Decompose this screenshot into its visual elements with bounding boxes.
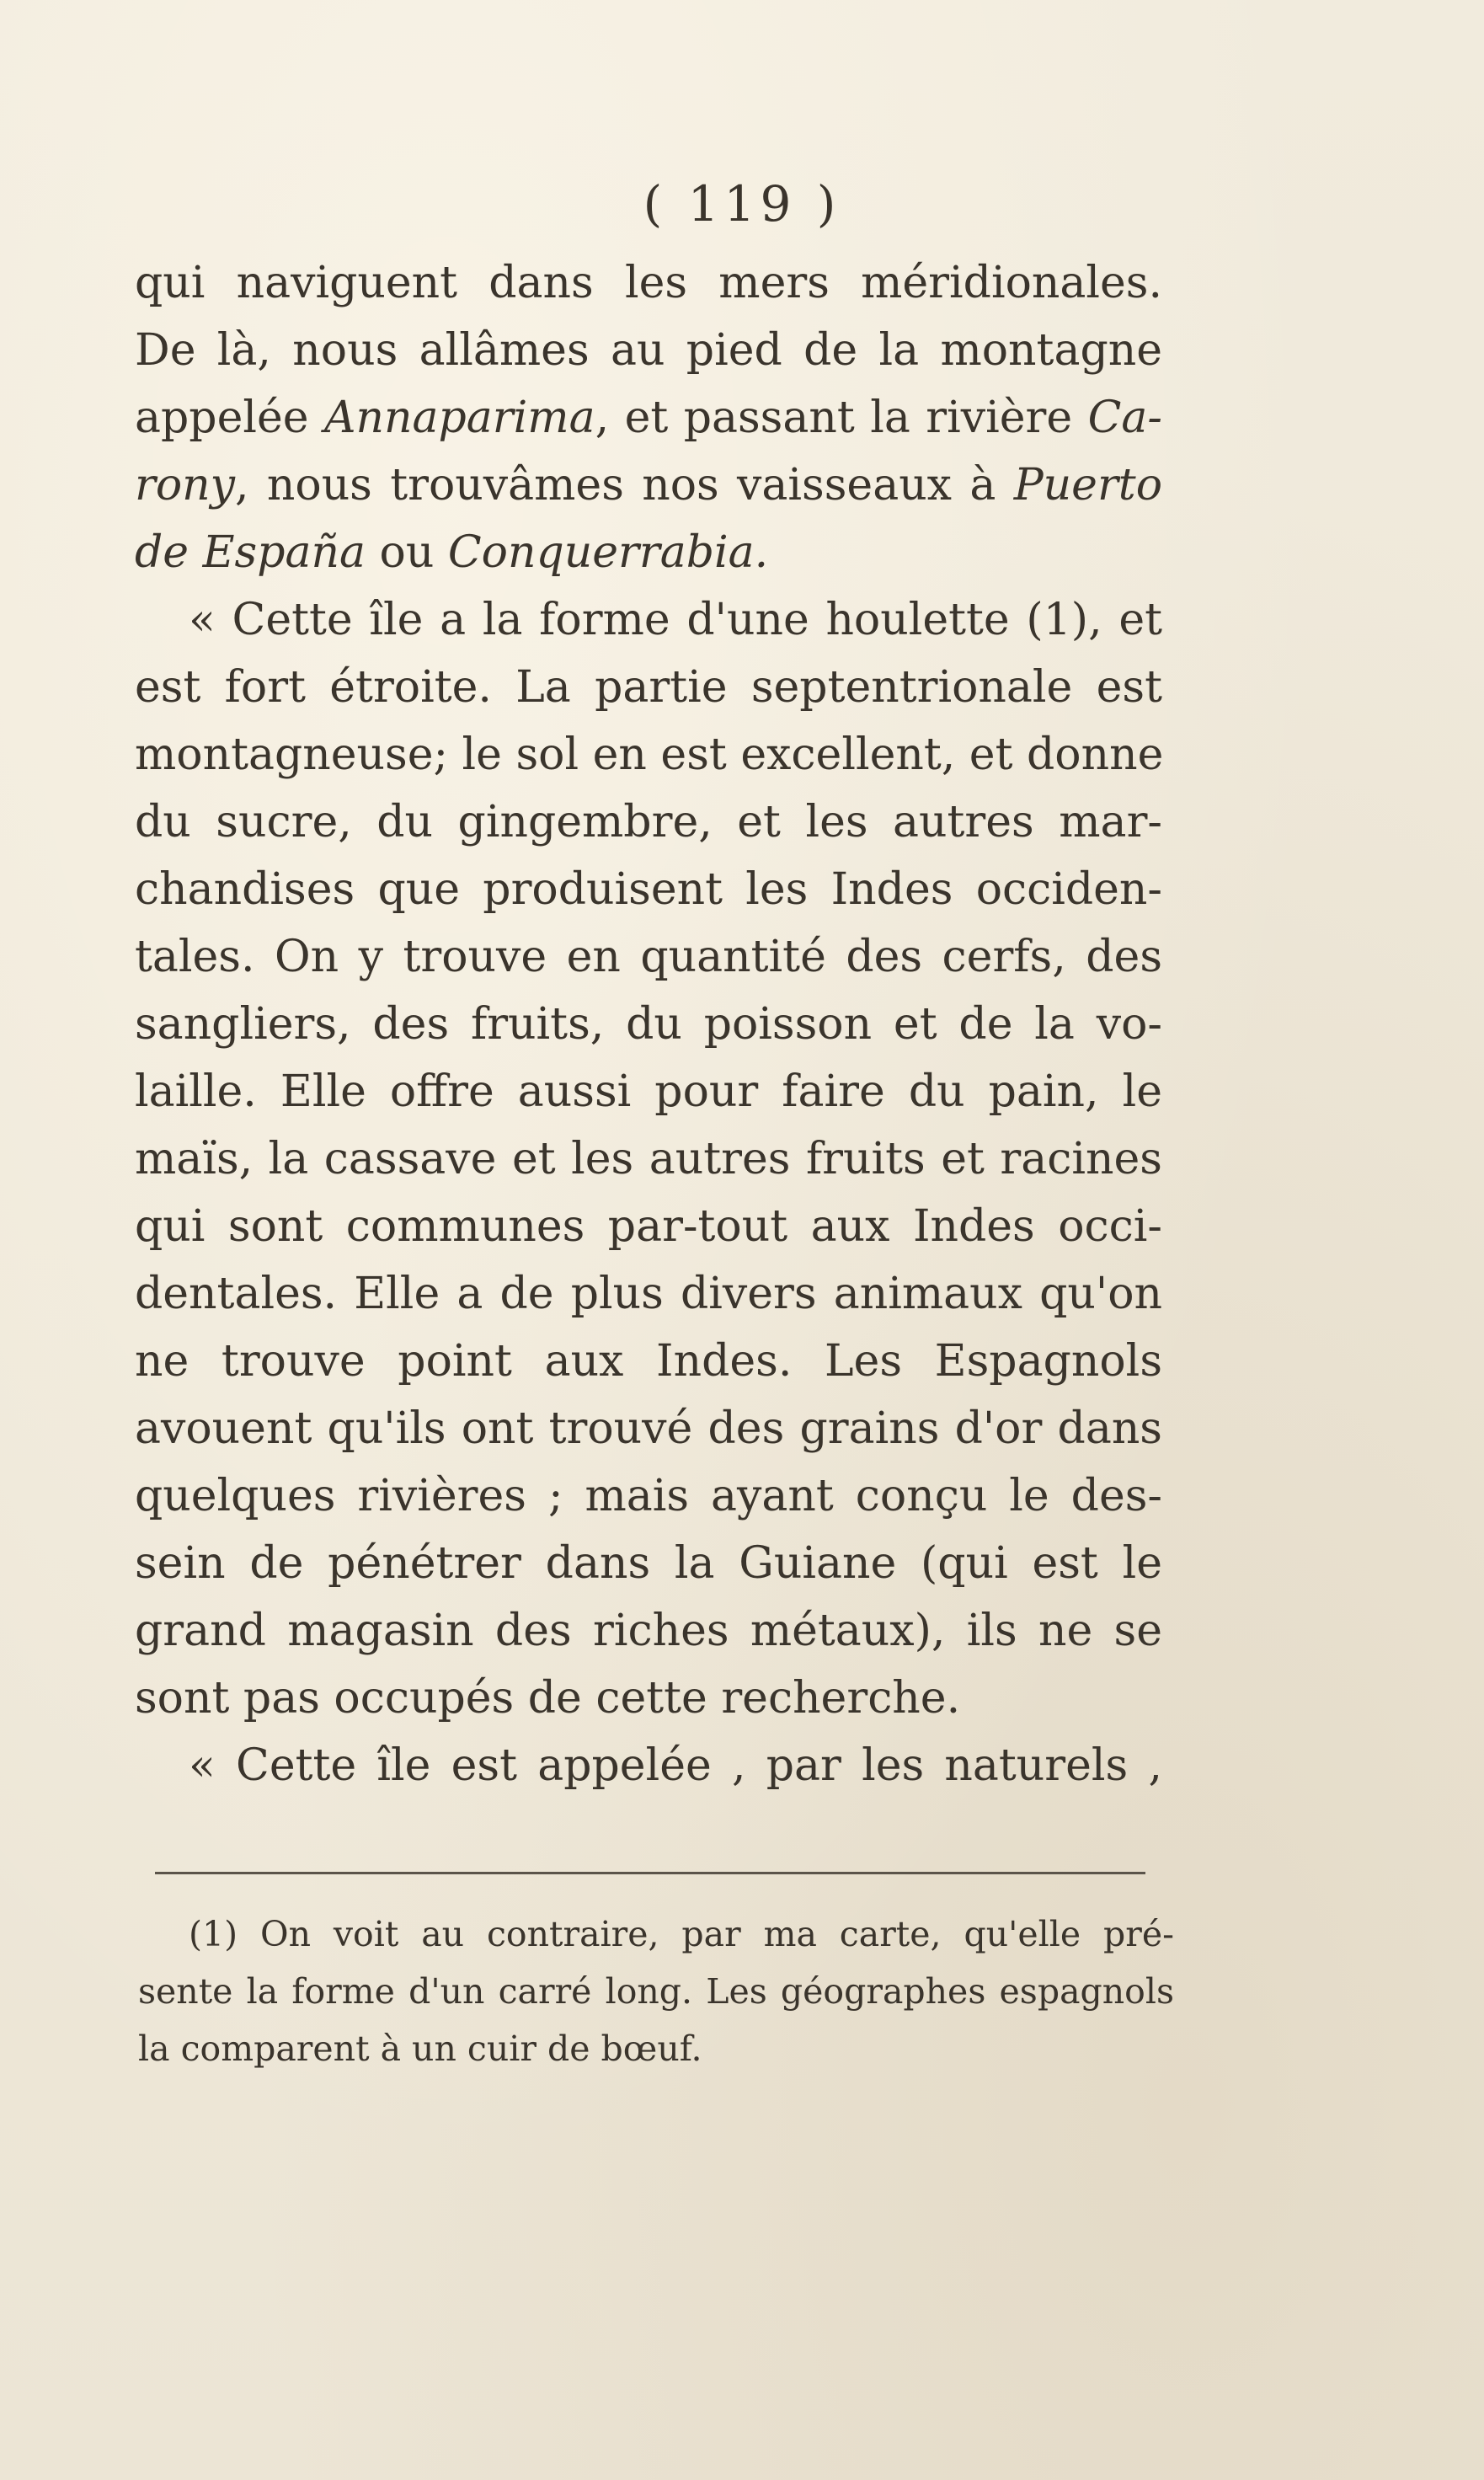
italic-term: Conquerrabia. bbox=[447, 527, 769, 578]
main-text bbox=[135, 249, 1162, 1799]
footnote-line: sente la forme d'un carré long. Les géographes espagnols bbox=[138, 1971, 1174, 2012]
text-line: sont pas occupés de cette recherche. bbox=[135, 1673, 961, 1724]
italic-term: Puerto bbox=[1013, 460, 1162, 510]
text-line: laille. Elle offre aussi pour faire du pain, le bbox=[135, 1066, 1162, 1117]
footnote-line: la comparent à un cuir de bœuf. bbox=[138, 2028, 702, 2069]
italic-term: rony bbox=[135, 460, 236, 510]
text-line: grand magasin des riches métaux), ils ne se bbox=[135, 1606, 1162, 1656]
paragraph-start-line: « Cette île est appelée , par les naturels , bbox=[189, 1740, 1162, 1791]
text-line: dentales. Elle a de plus divers animaux qu'on bbox=[135, 1269, 1162, 1319]
text-line: ne trouve point aux Indes. Les Espagnols bbox=[135, 1336, 1162, 1387]
text-line: De là, nous allâmes au pied de la montagne bbox=[135, 325, 1162, 376]
footnote-line: (1) On voit au contraire, par ma carte, qu'elle pré- bbox=[189, 1914, 1174, 1954]
text-line: est fort étroite. La partie septentrionale est bbox=[135, 662, 1162, 713]
page-number: ( 119 ) bbox=[643, 175, 841, 232]
footnote-divider bbox=[155, 1872, 1145, 1874]
text-line: rony, nous trouvâmes nos vaisseaux à Puerto bbox=[135, 460, 1162, 510]
text-line: montagneuse; le sol en est excellent, et donne bbox=[135, 730, 1164, 780]
text-line: qui naviguent dans les mers méridionales. bbox=[135, 258, 1162, 308]
text-line: chandises que produisent les Indes occiden- bbox=[135, 864, 1162, 915]
text-line: du sucre, du gingembre, et les autres mar- bbox=[135, 797, 1162, 847]
text-line: qui sont communes par-tout aux Indes occi- bbox=[135, 1201, 1162, 1252]
footnote bbox=[138, 1905, 1174, 2077]
text-line: quelques rivières ; mais ayant conçu le des- bbox=[135, 1471, 1162, 1521]
text-line: appelée Annaparima, et passant la rivière Ca- bbox=[135, 393, 1162, 443]
text-line: sein de pénétrer dans la Guiane (qui est le bbox=[135, 1538, 1162, 1589]
text-line: avouent qu'ils ont trouvé des grains d'or dans bbox=[135, 1403, 1162, 1454]
text-line: sangliers, des fruits, du poisson et de la vo- bbox=[135, 999, 1162, 1050]
italic-term: Ca- bbox=[1087, 393, 1162, 443]
paragraph-start-line: « Cette île a la forme d'une houlette (1), et bbox=[189, 595, 1162, 645]
italic-term: de España bbox=[135, 527, 366, 578]
text-line: de España ou Conquerrabia. bbox=[135, 527, 769, 578]
italic-term: Annaparima bbox=[323, 393, 595, 443]
text-line: tales. On y trouve en quantité des cerfs, des bbox=[135, 932, 1162, 982]
text-line: maïs, la cassave et les autres fruits et racines bbox=[135, 1134, 1162, 1184]
